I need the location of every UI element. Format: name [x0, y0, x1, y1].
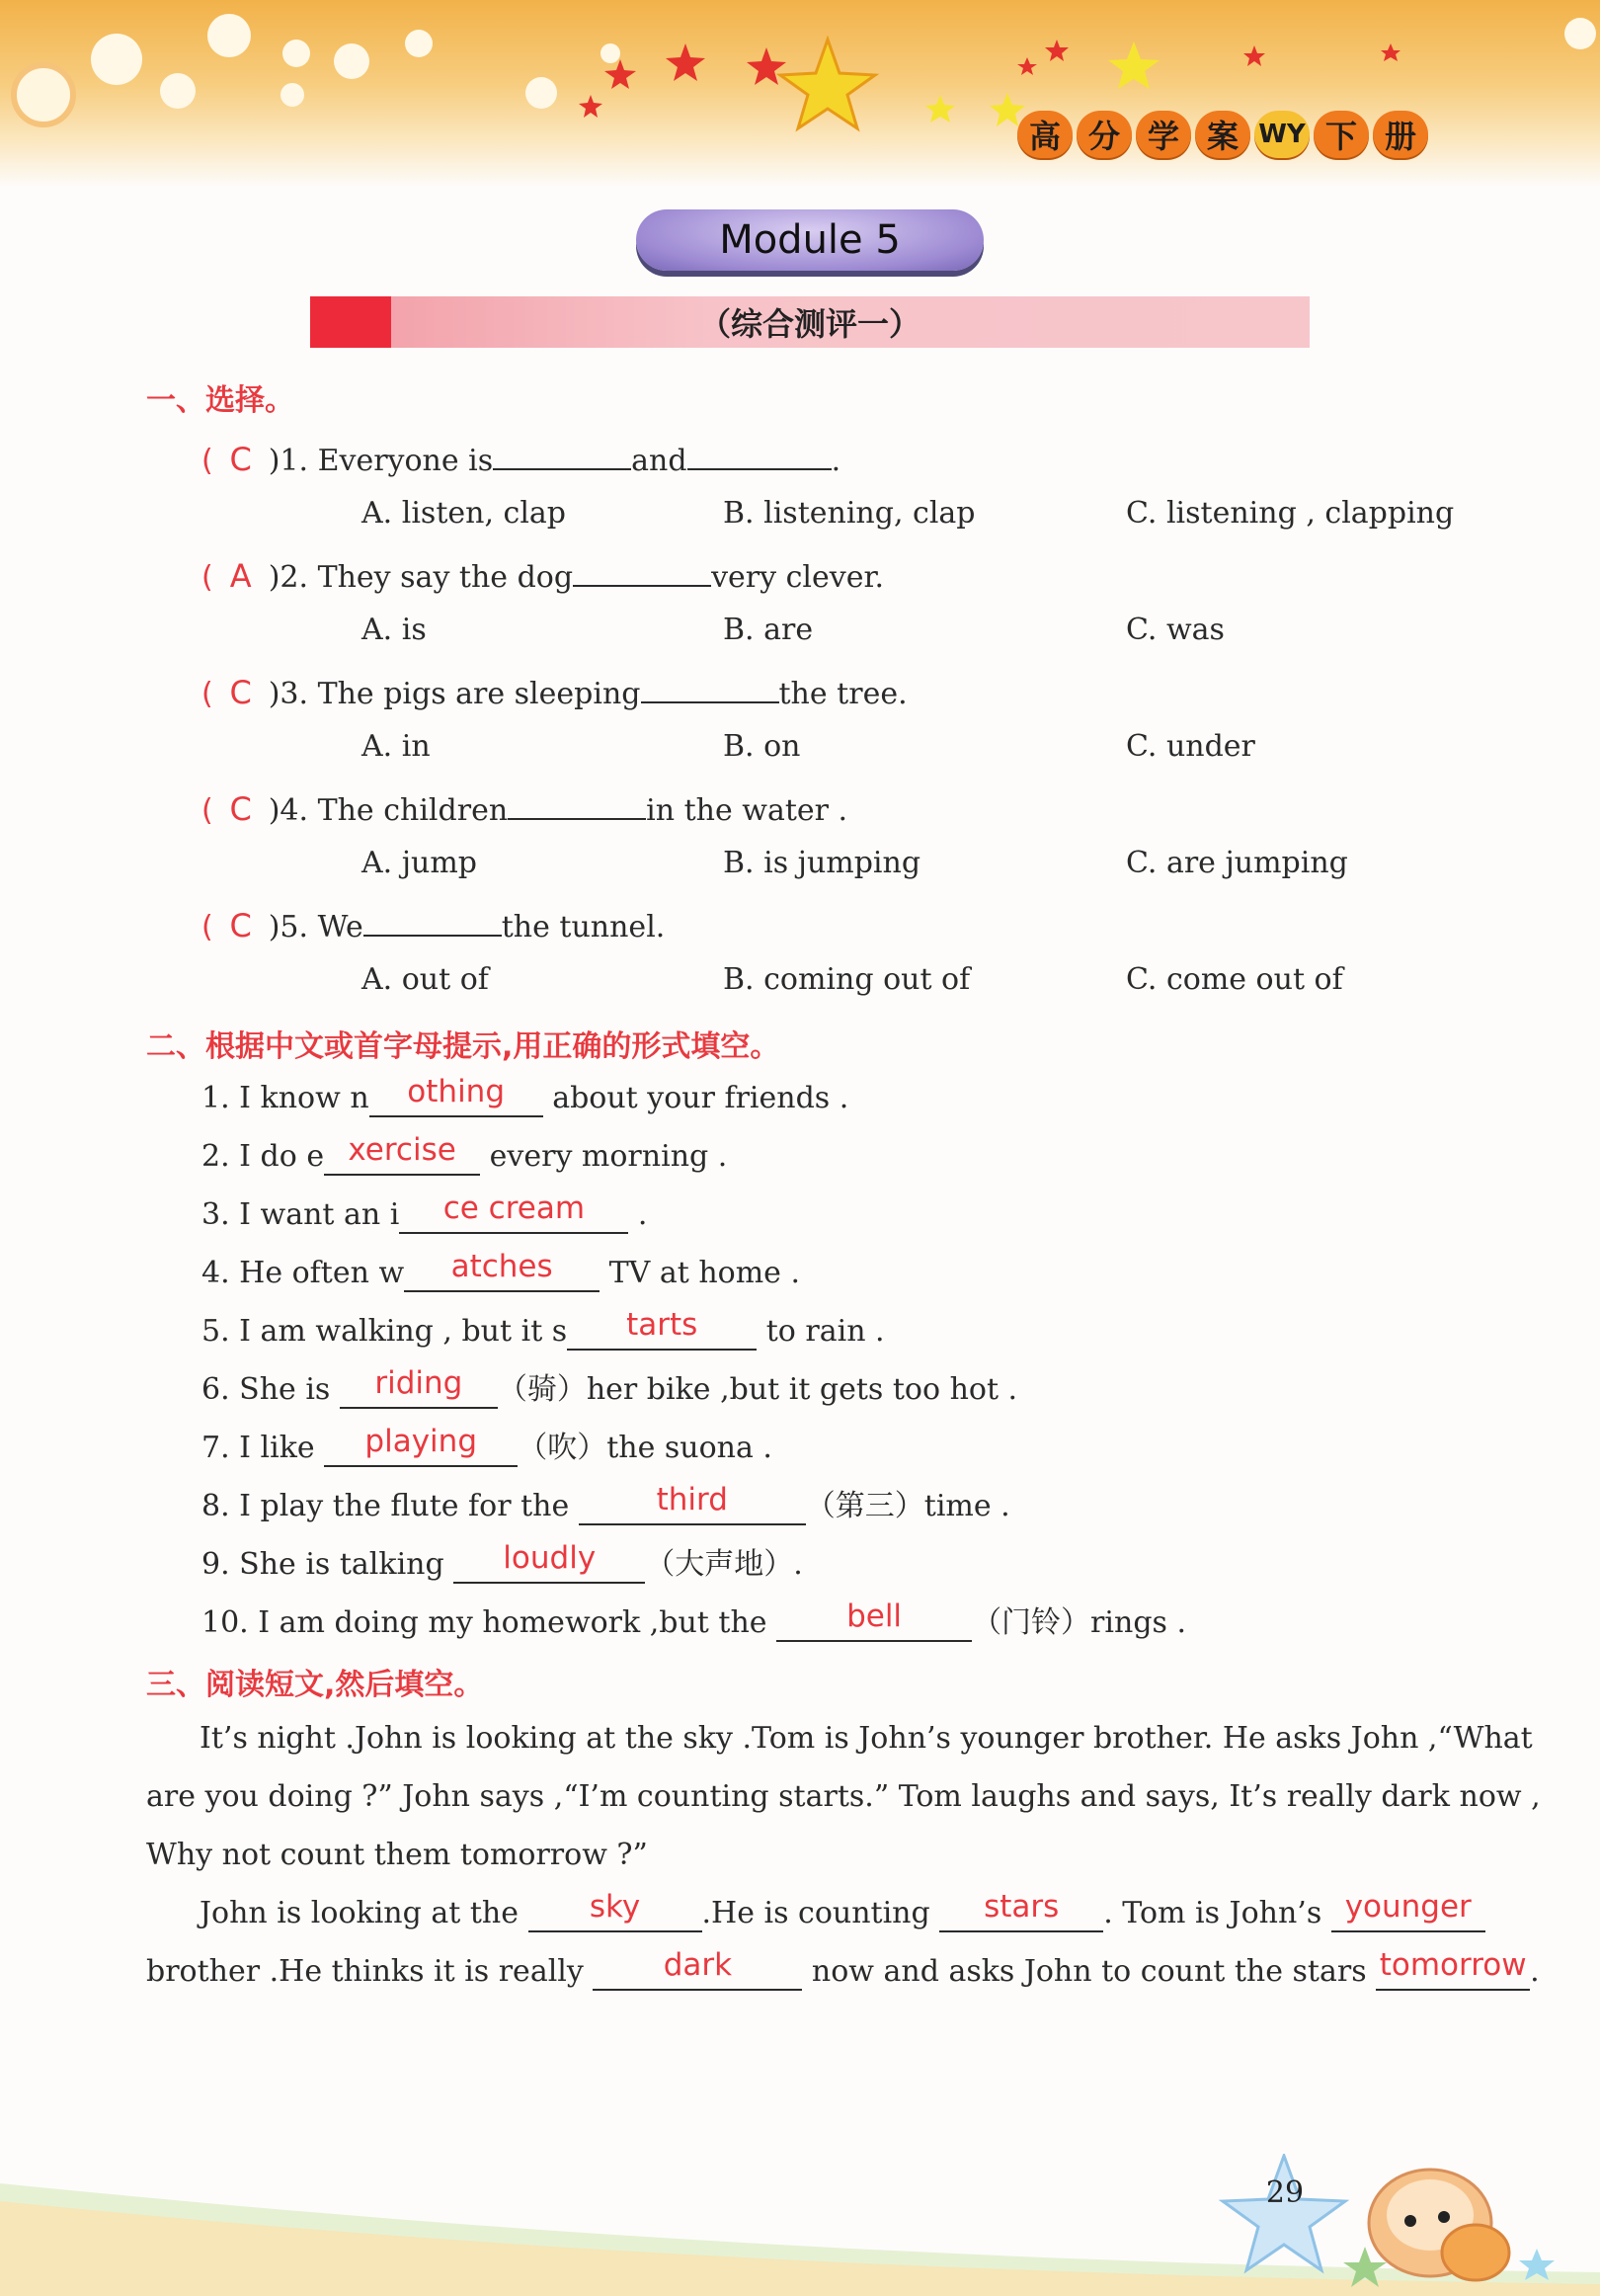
answer-blank [1376, 1947, 1530, 1991]
option-a: A. in [361, 729, 431, 764]
answer-blank [579, 1482, 806, 1525]
question-text: very clever. [711, 560, 885, 595]
option-b: B. coming out of [723, 962, 971, 997]
question-2 [201, 555, 884, 598]
answer-letter: C [229, 790, 252, 828]
module-title: Module 5 [636, 209, 984, 271]
fill-item-10 [201, 1599, 1186, 1643]
question-number: )5. [268, 910, 318, 944]
footer-decoration [0, 2154, 1600, 2296]
answer-blank [399, 1190, 628, 1234]
question-text: the tunnel. [501, 910, 666, 944]
summary-line-1 [200, 1889, 1485, 1933]
answer-blank [528, 1889, 702, 1932]
question-number: )3. [268, 677, 318, 711]
item-text: 3. I want an i [201, 1197, 400, 1232]
answer-blank [324, 1424, 518, 1467]
answer-blank [641, 672, 779, 703]
item-text: （吹）the suona . [518, 1431, 772, 1465]
item-text: 6. She is [201, 1372, 340, 1407]
option-c: C. are jumping [1126, 846, 1348, 880]
answer-paren-open: ( [201, 444, 213, 478]
passage-line: It’s night .John is looking at the sky .Tom is John’s younger brother. He asks John ,“What [200, 1721, 1533, 1756]
question-number: )1. [268, 444, 318, 478]
item-text: （大声地）. [645, 1547, 803, 1582]
option-b: B. are [723, 613, 814, 647]
answer-blank [340, 1365, 498, 1409]
subtitle-bar [310, 296, 1310, 348]
answer-text: ce cream [442, 1190, 586, 1226]
question-number: )4. [268, 793, 318, 828]
option-c: C. come out of [1126, 962, 1343, 997]
question-text: They say the dog [317, 560, 574, 595]
item-text: 9. She is talking [201, 1547, 454, 1582]
answer-text: tarts [626, 1307, 698, 1343]
answer-blank [453, 1540, 645, 1584]
series-char: 高 [1017, 111, 1073, 158]
answer-blank [567, 1307, 757, 1351]
question-1 [201, 439, 840, 481]
answer-blank [404, 1249, 600, 1292]
question-text: the tree. [778, 677, 908, 711]
answer-blank [324, 1132, 480, 1176]
summary-text: brother .He thinks it is really [146, 1954, 594, 1989]
passage-line: Why not count them tomorrow ?” [146, 1838, 648, 1872]
question-text: and [631, 444, 687, 478]
fill-item-6 [201, 1365, 1018, 1410]
series-title [1017, 107, 1428, 162]
answer-text: bell [846, 1599, 903, 1634]
option-a: A. is [361, 613, 427, 647]
answer-blank [369, 1074, 543, 1117]
fill-item-7 [201, 1424, 772, 1468]
answer-letter: C [229, 674, 252, 711]
option-a: A. out of [361, 962, 489, 997]
answer-text: loudly [503, 1540, 597, 1576]
question-text: The children [317, 793, 509, 828]
answer-text: playing [364, 1424, 477, 1459]
answer-text: dark [663, 1947, 733, 1983]
option-c: C. under [1126, 729, 1255, 764]
fill-item-3 [201, 1190, 648, 1235]
item-text: 8. I play the flute for the [201, 1489, 579, 1523]
series-char: 下 [1314, 111, 1369, 158]
question-text: We [317, 910, 363, 944]
answer-text: younger [1344, 1889, 1472, 1925]
answer-letter: C [229, 907, 252, 944]
answer-text: sky [589, 1889, 641, 1925]
answer-letter: C [229, 441, 252, 478]
answer-paren-open: ( [201, 793, 213, 828]
fill-item-1 [201, 1074, 849, 1118]
answer-blank [939, 1889, 1103, 1932]
fill-item-9 [201, 1540, 803, 1585]
answer-text: tomorrow [1379, 1947, 1527, 1983]
summary-text: John is looking at the [200, 1896, 528, 1930]
summary-text: .He is counting [701, 1896, 940, 1930]
option-b: B. listening, clap [723, 496, 976, 531]
item-text: （骑）her bike ,but it gets too hot . [497, 1372, 1018, 1407]
item-text: about your friends . [542, 1081, 849, 1115]
item-text: 5. I am walking , but it s [201, 1314, 568, 1349]
option-c: C. listening , clapping [1126, 496, 1455, 531]
question-text: in the water . [646, 793, 848, 828]
section-heading-reading: 三、阅读短文,然后填空。 [146, 1668, 484, 1702]
subtitle: （综合测评一） [698, 305, 920, 343]
question-text: . [831, 444, 841, 478]
answer-blank [363, 905, 502, 937]
item-text: TV at home . [600, 1256, 801, 1290]
item-text: 4. He often w [201, 1256, 405, 1290]
summary-text: . Tom is John’s [1103, 1896, 1331, 1930]
answer-blank [1331, 1889, 1485, 1932]
item-text: 2. I do e [201, 1139, 325, 1174]
option-a: A. jump [361, 846, 478, 880]
summary-line-2 [146, 1947, 1540, 1992]
question-3 [201, 672, 908, 714]
answer-blank [573, 555, 711, 587]
item-text: 7. I like [201, 1431, 325, 1465]
series-char: 案 [1195, 111, 1250, 158]
option-b: B. is jumping [723, 846, 921, 880]
fill-item-5 [201, 1307, 885, 1352]
series-char: WY [1254, 111, 1310, 158]
option-b: B. on [723, 729, 801, 764]
answer-text: othing [407, 1074, 506, 1109]
item-text: （第三）time . [805, 1489, 1010, 1523]
answer-paren-open: ( [201, 560, 213, 595]
series-char: 册 [1373, 111, 1428, 158]
header-banner [0, 0, 1600, 188]
page-number: 29 [1265, 2175, 1305, 2210]
question-text: The pigs are sleeping [317, 677, 641, 711]
section-heading-fill-in: 二、根据中文或首字母提示,用正确的形式填空。 [146, 1029, 780, 1064]
question-text: Everyone is [317, 444, 494, 478]
answer-text: riding [374, 1365, 463, 1401]
section-heading-choice: 一、选择。 [146, 383, 294, 418]
answer-blank [776, 1599, 972, 1642]
answer-paren-open: ( [201, 677, 213, 711]
item-text: 10. I am doing my homework ,but the [201, 1605, 777, 1640]
answer-blank [508, 788, 646, 820]
option-c: C. was [1126, 613, 1225, 647]
fill-item-4 [201, 1249, 801, 1293]
series-char: 学 [1136, 111, 1191, 158]
item-text: . [628, 1197, 648, 1232]
question-number: )2. [268, 560, 318, 595]
answer-blank [593, 1947, 802, 1991]
fill-item-8 [201, 1482, 1010, 1526]
passage-line: are you doing ?” John says ,“I’m counting starts.” Tom laughs and says, It’s really dark now , [146, 1779, 1541, 1814]
answer-text: third [656, 1482, 728, 1517]
option-a: A. listen, clap [361, 496, 567, 531]
answer-blank [687, 439, 832, 470]
question-4 [201, 788, 847, 831]
question-5 [201, 905, 665, 947]
item-text: 1. I know n [201, 1081, 369, 1115]
answer-text: atches [450, 1249, 553, 1284]
answer-text: xercise [348, 1132, 456, 1168]
answer-blank [493, 439, 631, 470]
summary-text: . [1530, 1954, 1540, 1989]
item-text: to rain . [757, 1314, 885, 1349]
item-text: every morning . [480, 1139, 728, 1174]
answer-text: stars [984, 1889, 1060, 1925]
series-char: 分 [1077, 111, 1132, 158]
summary-text: now and asks John to count the stars [802, 1954, 1377, 1989]
answer-paren-open: ( [201, 910, 213, 944]
answer-letter: A [229, 557, 252, 595]
item-text: （门铃）rings . [972, 1605, 1186, 1640]
fill-item-2 [201, 1132, 728, 1177]
